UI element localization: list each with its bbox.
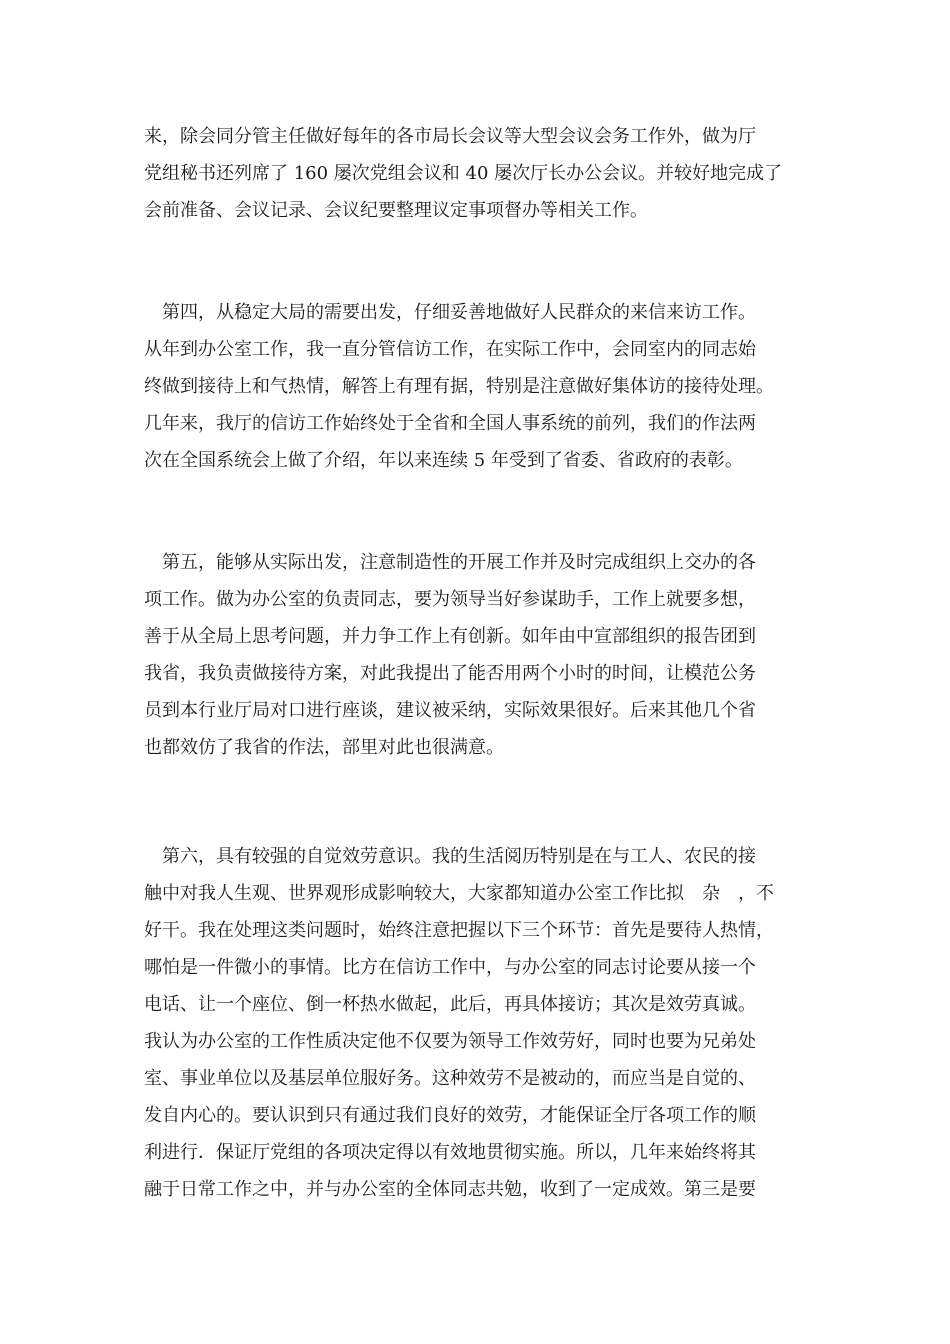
paragraph-meeting-work [144,118,814,229]
text-line: 室、事业单位以及基层单位服好务。这种效劳不是被动的，而应当是自觉的、 [144,1068,756,1089]
text-line: 利进行．保证厅党组的各项决定得以有效地贯彻实施。所以，几年来始终将其 [144,1142,756,1163]
text-line: 我省，我负责做接待方案，对此我提出了能否用两个小时的时间，让模范公务 [144,663,756,684]
text-line: 从年到办公室工作，我一直分管信访工作，在实际工作中，会同室内的同志始 [144,339,756,360]
text-line: 终做到接待上和气热情，解答上有理有据，特别是注意做好集体访的接待处理。 [144,376,774,397]
text-line: 第六，具有较强的自觉效劳意识。我的生活阅历特别是在与工人、农民的接 [144,846,756,867]
text-line: 第四，从稳定大局的需要出发，仔细妥善地做好人民群众的来信来访工作。 [144,302,756,323]
text-line: 次在全国系统会上做了介绍，年以来连续 5 年受到了省委、省政府的表彰。 [144,450,743,471]
text-line: 项工作。做为办公室的负责同志，要为领导当好参谋助手，工作上就要多想， [144,589,756,610]
text-line: 电话、让一个座位、倒一杯热水做起，此后，再具体接访；其次是效劳真诚。 [144,994,756,1015]
text-line: 几年来，我厅的信访工作始终处于全省和全国人事系统的前列，我们的作法两 [144,413,756,434]
text-line: 第五，能够从实际出发，注意制造性的开展工作并及时完成组织上交办的各 [144,552,756,573]
text-line: 发自内心的。要认识到只有通过我们良好的效劳，才能保证全厅各项工作的顺 [144,1105,756,1126]
text-line: 融于日常工作之中，并与办公室的全体同志共勉，收到了一定成效。第三是要 [144,1179,756,1200]
text-line: 我认为办公室的工作性质决定他不仅要为领导工作效劳好，同时也要为兄弟处 [144,1031,756,1052]
text-line: 触中对我人生观、世界观形成影响较大，大家都知道办公室工作比拟 杂 ，不 [144,883,774,904]
text-line: 党组秘书还列席了 160 屡次党组会议和 40 屡次厅长办公会议。并较好地完成了 [144,163,783,184]
paragraph-fifth-creative-work [144,544,814,766]
text-line: 员到本行业厅局对口进行座谈，建议被采纳，实际效果很好。后来其他几个省 [144,700,756,721]
text-line: 善于从全局上思考问题，并力争工作上有创新。如年由中宣部组织的报告团到 [144,626,756,647]
text-line: 也都效仿了我省的作法，部里对此也很满意。 [144,737,504,758]
paragraph-sixth-service-awareness [144,838,814,1208]
text-line: 来，除会同分管主任做好每年的各市局长会议等大型会议会务工作外，做为厅 [144,126,756,147]
text-line: 会前准备、会议记录、会议纪要整理议定事项督办等相关工作。 [144,200,648,221]
text-line: 哪怕是一件微小的事情。比方在信访工作中，与办公室的同志讨论要从接一个 [144,957,756,978]
paragraph-fourth-petition-work [144,294,814,479]
text-line: 好干。我在处理这类问题时，始终注意把握以下三个环节：首先是要待人热情， [144,920,774,941]
